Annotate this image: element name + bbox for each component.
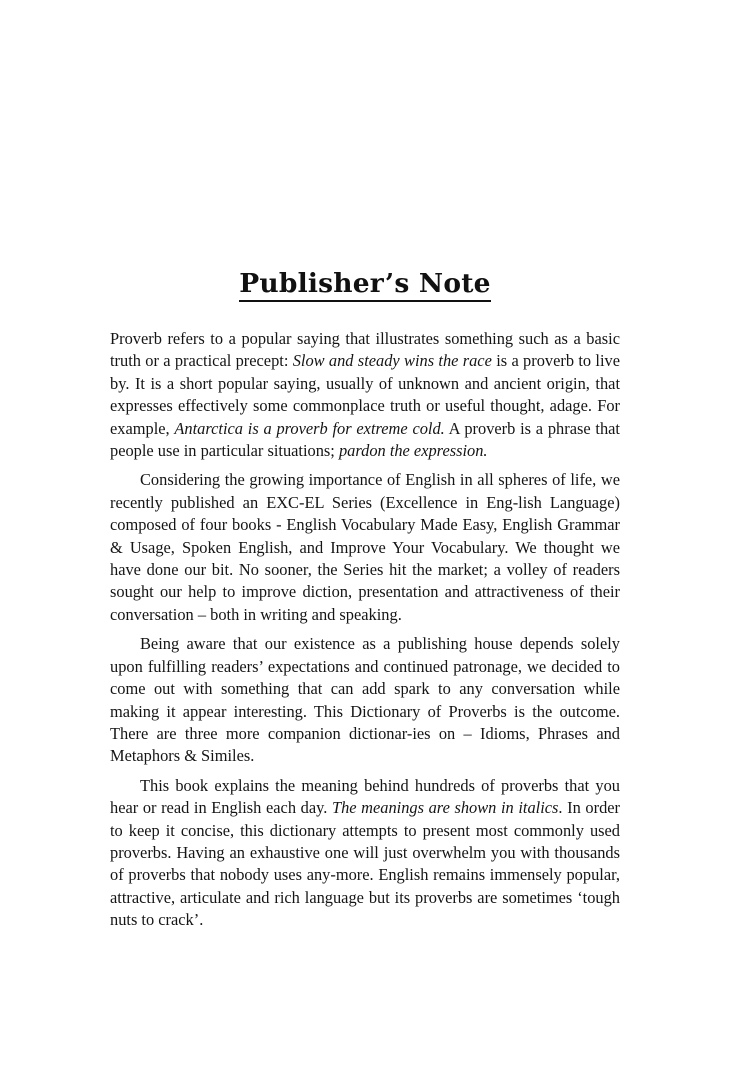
text-segment: Being aware that our existence as a publishing house depends solely upon fulfilling readers’ expectations and continued patronage, we decided to come out with something that can add spark to any conversation while making it appear interesting. This Dictionary of Proverbs is the outcome. There are three more companion dictionar-ies on – Idioms, Phrases and Metaphors & Similes. xyxy=(110,634,620,766)
text-segment: This book explains the meaning behind hundreds of proverbs that you hear or read in English each day. xyxy=(110,775,620,818)
paragraph xyxy=(110,328,620,462)
paragraph xyxy=(110,633,620,767)
text-segment: Proverb refers to a popular saying that illustrates something such as a basic truth or a practical precept: xyxy=(110,329,620,371)
text-segment: A proverb is a phrase that people use in particular situations; xyxy=(110,418,620,461)
text-segment: . In order to keep it concise, this dictionary attempts to present most commonly used proverbs. Having an exhaustive one will just overwhelm you with thousands of proverbs that nobody uses any-more. English remains immensely popular, attractive, articulate and rich language but its proverbs are sometimes ‘tough nuts to crack’. xyxy=(110,798,620,930)
italic-segment: The meanings are shown in italics xyxy=(331,798,559,818)
italic-segment: Antarctica is a proverb for extreme cold. xyxy=(174,418,445,438)
paragraph xyxy=(110,469,620,626)
italic-segment: Slow and steady wins the race xyxy=(292,351,492,371)
italic-segment: pardon the expression. xyxy=(338,441,488,461)
body-text xyxy=(110,328,620,939)
paragraph xyxy=(110,775,620,932)
page-title-wrapper xyxy=(0,263,730,300)
page-title: Publisher’s Note xyxy=(239,268,490,302)
text-segment: Considering the growing importance of English in all spheres of life, we recently published an EXC-EL Series (Excellence in Eng-lish Language) composed of four books - English Vocabulary Made Easy, English Grammar & Usage, Spoken English, and Improve Your Vocabulary. We thought we have done our bit. No sooner, the Series hit the market; a volley of readers sought our help to improve diction, presentation and attractiveness of their conversation – both in writing and speaking. xyxy=(110,470,620,624)
text-segment: is a proverb to live by. It is a short popular saying, usually of unknown and ancient origin, that expresses effectively some commonplace truth or useful thought, adage. For example, xyxy=(110,351,620,438)
